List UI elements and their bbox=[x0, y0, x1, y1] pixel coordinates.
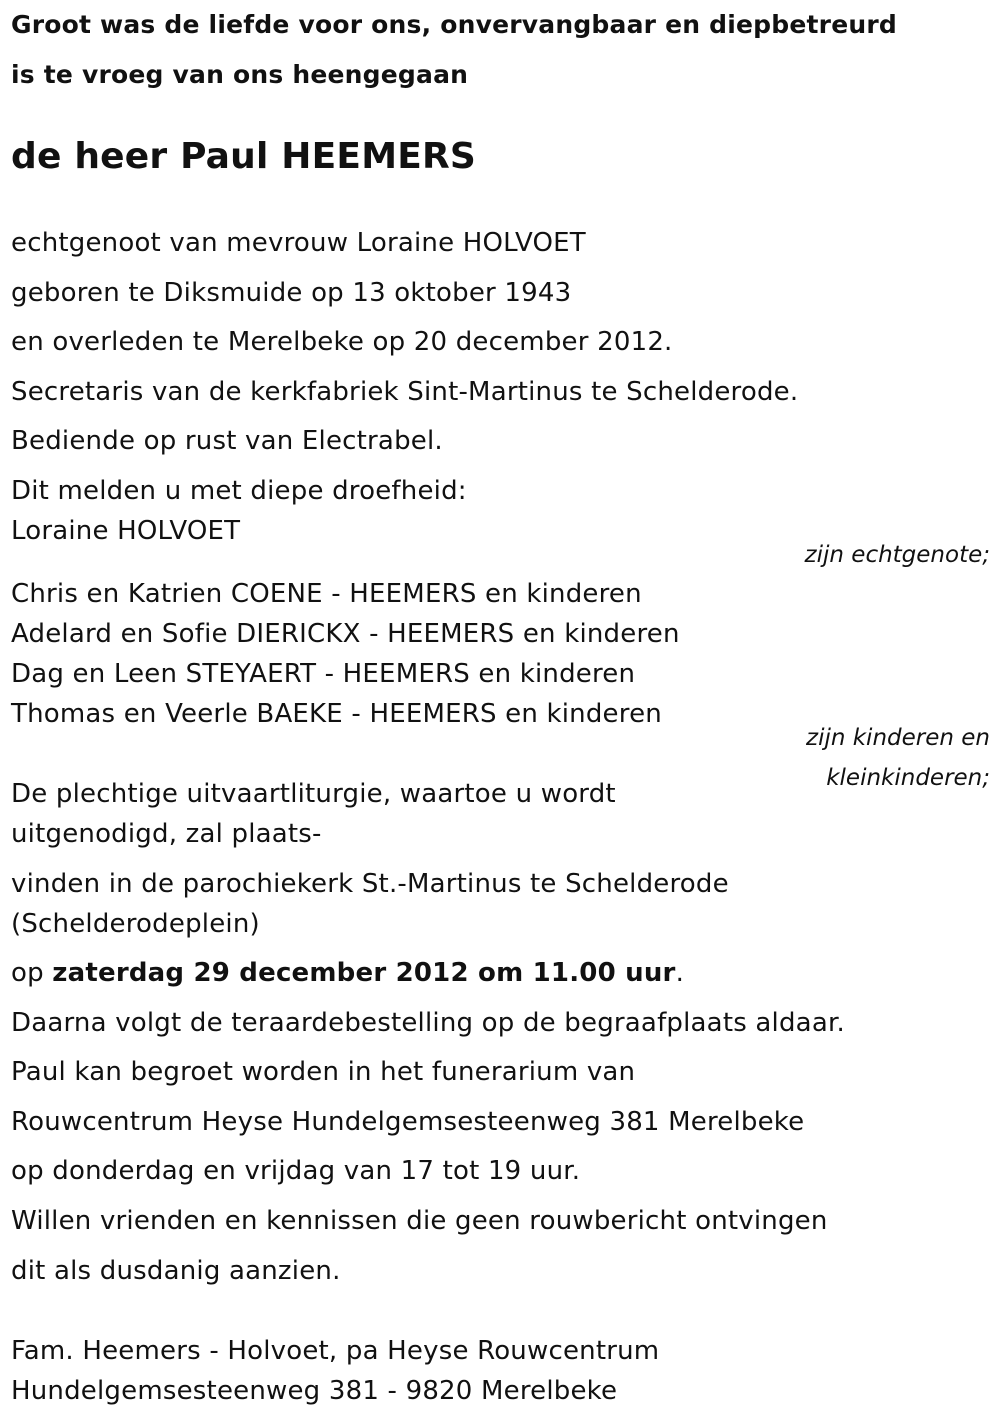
detail-spouse: echtgenoot van mevrouw Loraine HOLVOET bbox=[11, 228, 586, 258]
notice-line-2: dit als dusdanig aanzien. bbox=[11, 1256, 341, 1286]
viewing-line-1: Paul kan begroet worden in het funerarium van bbox=[11, 1057, 636, 1087]
deceased-name: de heer Paul HEEMERS bbox=[11, 136, 477, 177]
contact-line-2: Hundelgemsesteenweg 381 - 9820 Merelbeke bbox=[11, 1376, 618, 1406]
funeral-line-1: De plechtige uitvaartliturgie, waartoe u wordt bbox=[11, 779, 616, 809]
contact-line-1: Fam. Heemers - Holvoet, pa Heyse Rouwcentrum bbox=[11, 1336, 660, 1366]
detail-retired: Bediende op rust van Electrabel. bbox=[11, 426, 443, 456]
intro-line-1: Groot was de liefde voor ons, onvervangbaar en diepbetreurd bbox=[11, 10, 897, 39]
spouse-name: Loraine HOLVOET bbox=[11, 516, 241, 546]
funeral-date-prefix: op bbox=[11, 958, 53, 988]
child-line: Thomas en Veerle BAEKE - HEEMERS en kinderen bbox=[11, 699, 662, 729]
child-line: Adelard en Sofie DIERICKX - HEEMERS en kinderen bbox=[11, 619, 680, 649]
notice-line-1: Willen vrienden en kennissen die geen rouwbericht ontvingen bbox=[11, 1206, 828, 1236]
child-line: Dag en Leen STEYAERT - HEEMERS en kinderen bbox=[11, 659, 636, 689]
child-line: Chris en Katrien COENE - HEEMERS en kinderen bbox=[11, 579, 642, 609]
funeral-line-3: vinden in de parochiekerk St.-Martinus te Schelderode bbox=[11, 869, 729, 899]
children-role-line-1: zijn kinderen en bbox=[806, 725, 990, 751]
detail-born: geboren te Diksmuide op 13 oktober 1943 bbox=[11, 278, 572, 308]
detail-secretary: Secretaris van de kerkfabriek Sint-Martinus te Schelderode. bbox=[11, 377, 799, 407]
burial-line: Daarna volgt de teraardebestelling op de begraafplaats aldaar. bbox=[11, 1008, 845, 1038]
intro-line-2: is te vroeg van ons heengegaan bbox=[11, 60, 469, 89]
detail-died: en overleden te Merelbeke op 20 december 2012. bbox=[11, 327, 673, 357]
funeral-date bbox=[11, 958, 684, 988]
funeral-line-4: (Schelderodeplein) bbox=[11, 909, 260, 939]
spouse-role: zijn echtgenote; bbox=[804, 542, 990, 568]
funeral-date-bold: zaterdag 29 december 2012 om 11.00 uur bbox=[52, 958, 676, 988]
viewing-line-2: Rouwcentrum Heyse Hundelgemsesteenweg 381 Merelbeke bbox=[11, 1107, 805, 1137]
viewing-line-3: op donderdag en vrijdag van 17 tot 19 uur. bbox=[11, 1156, 581, 1186]
announcement-intro: Dit melden u met diepe droefheid: bbox=[11, 476, 467, 506]
funeral-line-2: uitgenodigd, zal plaats- bbox=[11, 819, 322, 849]
children-role-line-2: kleinkinderen; bbox=[826, 765, 990, 791]
funeral-date-suffix: . bbox=[675, 958, 685, 988]
